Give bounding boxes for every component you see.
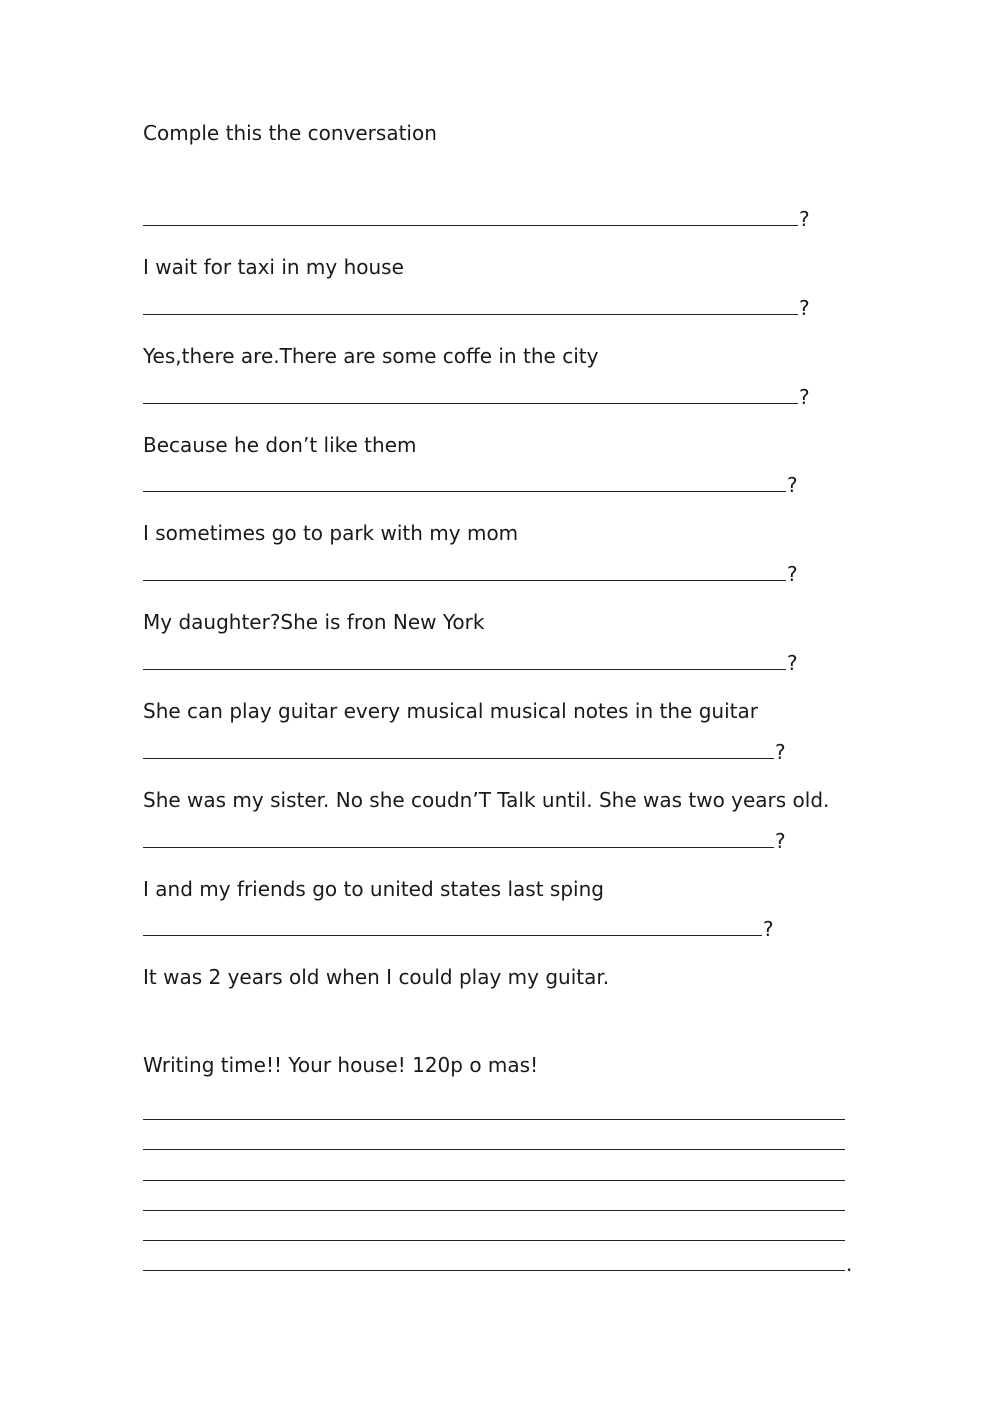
question-blank-row [143,906,774,942]
writing-end-period: . [846,1252,853,1277]
worksheet-title: Comple this the conversation [143,121,437,145]
writing-line [143,1184,853,1214]
conversation-section [143,196,843,995]
writing-line-rule[interactable] [143,1270,845,1271]
writing-line [143,1244,853,1277]
conversation-pair [143,729,843,818]
question-blank-row [143,196,810,232]
writing-line-rule[interactable] [143,1149,845,1150]
question-blank-line[interactable] [143,491,786,492]
answer-text: My daughter?She is fron New York [143,610,485,635]
conversation-pair [143,640,843,729]
question-mark: ? [775,828,786,853]
question-mark: ? [775,739,786,764]
question-mark: ? [763,917,774,942]
question-blank-line[interactable] [143,935,762,936]
question-blank-line[interactable] [143,314,798,315]
answer-text: Because he don’t like them [143,432,417,457]
answer-text: She was my sister. No she coudn’T Talk until. She was two years old. [143,787,830,812]
question-blank-line[interactable] [143,403,798,404]
answer-text: I sometimes go to park with my mom [143,521,519,546]
question-blank-line[interactable] [143,758,774,759]
writing-prompt: Writing time!! Your house! 120p o mas! [143,1053,539,1077]
conversation-pair [143,551,843,640]
writing-line-rule[interactable] [143,1210,845,1211]
question-blank-line[interactable] [143,847,774,848]
question-blank-line[interactable] [143,580,786,581]
question-mark: ? [787,562,798,587]
conversation-pair [143,374,843,463]
question-mark: ? [799,207,810,231]
conversation-pair [143,462,843,551]
writing-line-rule[interactable] [143,1119,845,1120]
conversation-pair [143,818,843,907]
question-blank-row [143,462,798,498]
question-blank-line[interactable] [143,669,786,670]
answer-text: I and my friends go to united states last sping [143,876,604,901]
writing-area [143,1093,853,1277]
writing-line-rule[interactable] [143,1240,845,1241]
writing-line [143,1123,853,1153]
conversation-pair [143,906,843,995]
question-mark: ? [787,473,798,498]
question-blank-row [143,285,810,321]
answer-text: I wait for taxi in my house [143,255,404,279]
writing-line [143,1214,853,1244]
question-blank-row [143,551,798,587]
answer-text: Yes,there are.There are some coffe in the city [143,343,599,368]
answer-text: She can play guitar every musical musical notes in the guitar [143,698,758,723]
question-blank-row [143,374,810,410]
question-mark: ? [799,384,810,409]
writing-line-rule[interactable] [143,1180,845,1181]
writing-line [143,1093,853,1123]
question-blank-row [143,640,798,676]
question-blank-row [143,818,786,854]
question-mark: ? [787,650,798,675]
writing-line [143,1153,853,1183]
question-blank-line[interactable] [143,225,798,226]
answer-text: It was 2 years old when I could play my guitar. [143,965,610,990]
conversation-pair [143,285,843,374]
conversation-pair [143,196,843,285]
question-blank-row [143,729,786,765]
question-mark: ? [799,295,810,320]
